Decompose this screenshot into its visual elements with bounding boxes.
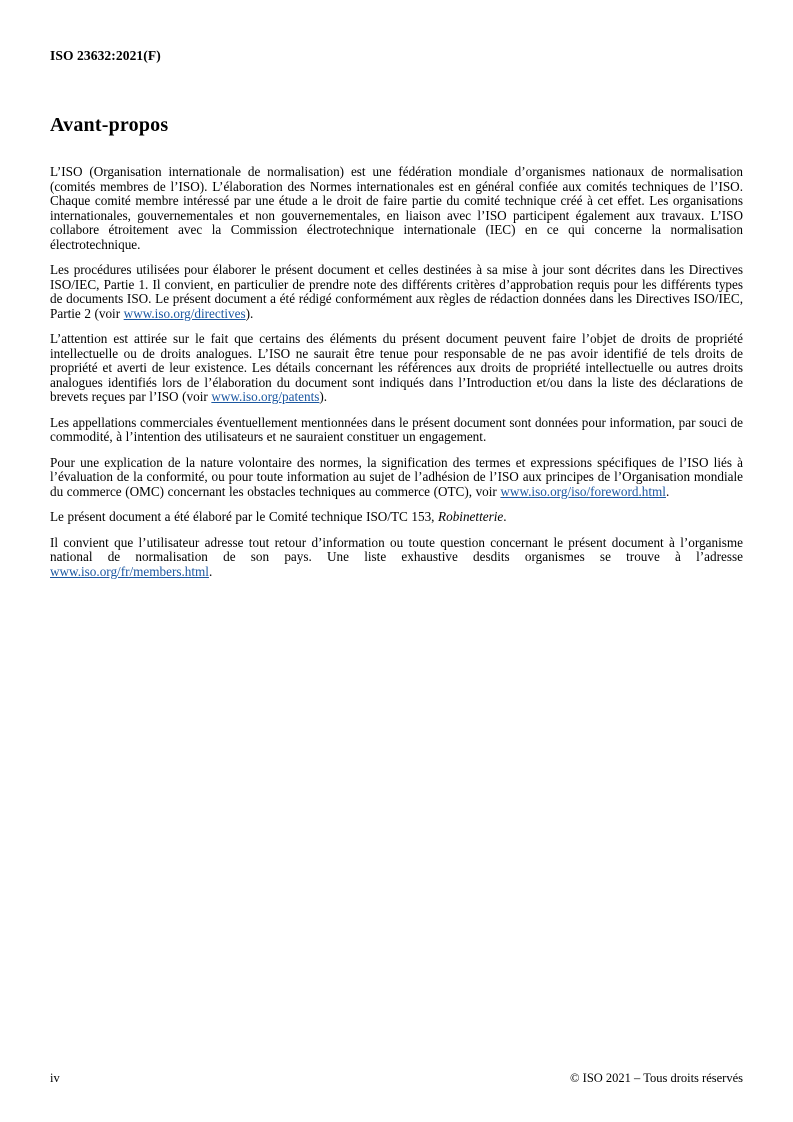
paragraph-wto bbox=[50, 456, 743, 500]
link-iso-patents[interactable]: www.iso.org/patents bbox=[211, 389, 320, 405]
page-content bbox=[50, 48, 743, 590]
link-iso-members[interactable]: www.iso.org/fr/members.html bbox=[50, 563, 209, 579]
paragraph-committee bbox=[50, 510, 743, 525]
link-iso-directives[interactable]: www.iso.org/directives bbox=[123, 305, 246, 321]
paragraph-committee-tail: . bbox=[503, 509, 507, 525]
paragraph-procedures-tail: ). bbox=[245, 305, 254, 321]
paragraph-wto-text: Pour une explication de la nature volontaire des normes, la signification des termes et expressions spécifiques de l’ISO liés à l’évaluation de la conformité, ou pour toute information au sujet de l’adhésion de l’ISO aux principes de l’Organisation mondiale du commerce (OMC) concernant les obstacles techniques au commerce (OTC), voir bbox=[50, 454, 743, 499]
paragraph-ipr-tail: ). bbox=[319, 389, 328, 405]
paragraph-wto-tail: . bbox=[665, 483, 670, 499]
page-title: Avant-propos bbox=[50, 114, 169, 136]
footer-page-number: iv bbox=[50, 1071, 60, 1085]
paragraph-feedback-text: Il convient que l’utilisateur adresse tout retour d’information ou toute question concernant le présent document à l’organisme national de normalisation de son pays. Une liste exhaustive desdits organismes se trouve à l’adresse bbox=[50, 534, 743, 565]
paragraph-feedback-tail: . bbox=[208, 563, 213, 579]
paragraph-procedures bbox=[50, 263, 743, 321]
paragraph-trade-names: Les appellations commerciales éventuellement mentionnées dans le présent document sont données pour information, par souci de commodité, à l’intention des utilisateurs et ne sauraient constituer un engagement. bbox=[50, 414, 743, 445]
page-footer bbox=[50, 1071, 743, 1086]
header-doc-ref: ISO 23632:2021(F) bbox=[50, 48, 161, 63]
paragraph-ipr bbox=[50, 332, 743, 405]
link-iso-foreword[interactable]: www.iso.org/iso/foreword.html bbox=[500, 483, 666, 499]
paragraph-iso-intro: L’ISO (Organisation internationale de normalisation) est une fédération mondiale d’organismes nationaux de normalisation (comités membres de l’ISO). L’élaboration des Normes internationales est en général confiée aux comités techniques de l’ISO. Chaque comité membre intéressé par une étude a le droit de faire partie du comité technique créé à cet effet. Les organisations internationales, gouvernementales et non gouvernementales, en liaison avec l’ISO participent également aux travaux. L’ISO collabore étroitement avec la Commission électrotechnique internationale (IEC) en ce qui concerne la normalisation électrotechnique. bbox=[50, 164, 743, 252]
paragraph-ipr-text: L’attention est attirée sur le fait que certains des éléments du présent document peuvent faire l’objet de droits de propriété intellectuelle ou de droits analogues. L’ISO ne saurait être tenue pour responsable de ne pas avoir identifié de tels droits de propriété et averti de leur existence. Les détails concernant les références aux droits de propriété intellectuelle ou autres droits analogues identifiés lors de l’élaboration du document sont indiqués dans l’Introduction et/ou dans la liste des déclarations de brevets reçues par l’ISO (voir bbox=[50, 331, 743, 405]
footer-copyright: © ISO 2021 – Tous droits réservés bbox=[570, 1071, 743, 1085]
paragraph-feedback bbox=[50, 536, 743, 580]
committee-name: Robinetterie bbox=[438, 509, 504, 525]
paragraph-committee-text: Le présent document a été élaboré par le Comité technique ISO/TC 153, bbox=[50, 509, 439, 525]
paragraph-procedures-text: Les procédures utilisées pour élaborer le présent document et celles destinées à sa mise à jour sont décrites dans les Directives ISO/IEC, Partie 1. Il convient, en particulier de prendre note des différents critères d’approbation requis pour les différents types de documents ISO. Le présent document a été rédigé conformément aux règles de rédaction données dans les Directives ISO/IEC, Partie 2 (voir bbox=[50, 262, 743, 321]
